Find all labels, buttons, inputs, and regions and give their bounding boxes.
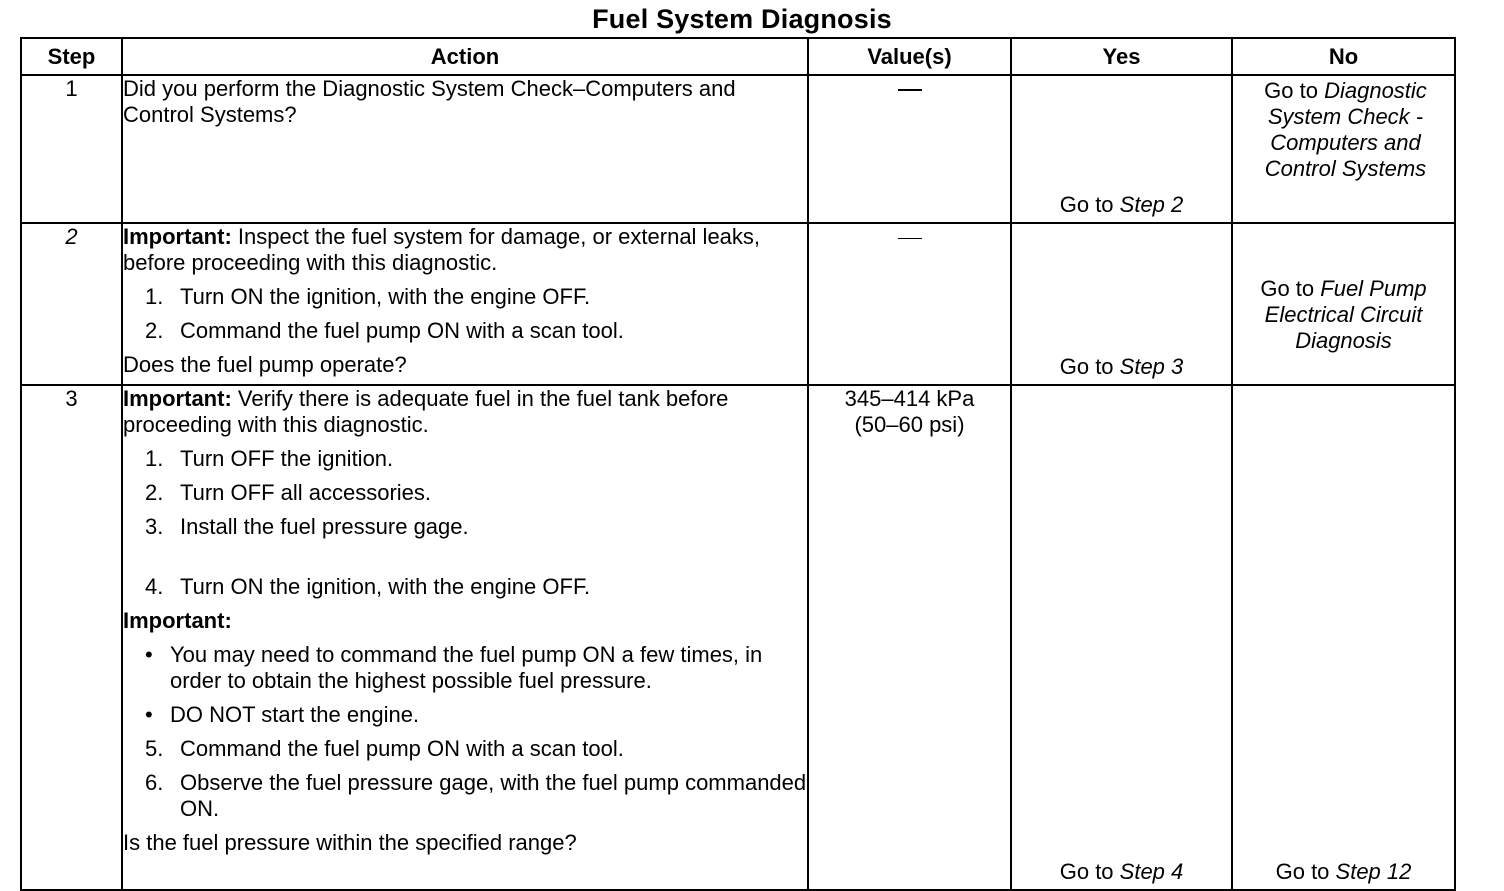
action-cell [122,75,808,223]
header-values: Value(s) [808,38,1011,75]
yes-link[interactable]: Step 2 [1119,192,1184,217]
no-prefix: Go to [1275,859,1336,884]
yes-link[interactable]: Step 4 [1119,859,1184,884]
action-question: Does the fuel pump operate? [123,352,407,377]
list-item: 1. Turn ON the ignition, with the engine OFF. [145,284,591,309]
step-number: 3 [21,385,122,890]
action-cell [122,223,808,385]
no-prefix: Go to [1264,78,1325,103]
important-label: Important: [123,608,232,633]
action-question: Is the fuel pressure within the specified range? [123,830,577,855]
value-range-psi: (50–60 psi) [854,412,965,437]
important-text: Inspect the fuel system for damage, or external leaks, before proceeding with this diagnostic. [123,224,761,275]
value-cell [808,223,1011,385]
header-no: No [1232,38,1455,75]
list-item: 1. Turn OFF the ignition. [145,446,394,471]
yes-prefix: Go to [1059,192,1120,217]
no-cell [1232,223,1455,385]
table-row [21,223,1455,385]
yes-prefix: Go to [1059,859,1120,884]
table-row [21,385,1455,890]
empty-value-dash [898,238,922,239]
bullet-item: • DO NOT start the engine. [145,702,420,727]
bullet-item: • You may need to command the fuel pump ON a few times, in order to obtain the highest possible fuel pressure. [145,642,763,693]
list-item: 2. Turn OFF all accessories. [145,480,432,505]
header-step: Step [21,38,122,75]
header-action: Action [122,38,808,75]
important-text: Verify there is adequate fuel in the fuel tank before proceeding with this diagnostic. [123,386,729,437]
list-item: 5. Command the fuel pump ON with a scan tool. [145,736,624,761]
list-item: 2. Command the fuel pump ON with a scan tool. [145,318,624,343]
important-label: Important: [123,386,232,411]
no-cell [1232,75,1455,223]
action-text: Did you perform the Diagnostic System Check–Computers and Control Systems? [123,76,736,127]
step-number: 1 [21,75,122,223]
yes-cell [1011,75,1232,223]
document-title: Fuel System Diagnosis [592,4,892,34]
header-yes: Yes [1011,38,1232,75]
value-cell [808,75,1011,223]
list-item: 6. Observe the fuel pressure gage, with the fuel pump commanded ON. [145,770,807,821]
yes-link[interactable]: Step 3 [1119,354,1184,379]
no-cell [1232,385,1455,890]
no-link[interactable]: Step 12 [1335,859,1412,884]
no-link[interactable]: Diagnostic System Check - Computers and Control Systems [1264,78,1427,181]
list-item: 4. Turn ON the ignition, with the engine OFF. [145,574,591,599]
list-item: 3. Install the fuel pressure gage. [145,514,469,539]
step-number: 2 [21,223,122,385]
yes-prefix: Go to [1059,354,1120,379]
action-cell [122,385,808,890]
yes-cell [1011,223,1232,385]
yes-cell [1011,385,1232,890]
no-link[interactable]: Fuel Pump Electrical Circuit Diagnosis [1264,276,1427,353]
value-cell [808,385,1011,890]
table-row [21,75,1455,223]
empty-value-dash [898,89,922,91]
diagnosis-table [20,37,1456,891]
important-label: Important: [123,224,232,249]
table-header-row [21,38,1455,75]
no-prefix: Go to [1260,276,1321,301]
value-range-kpa: 345–414 kPa [844,386,975,411]
